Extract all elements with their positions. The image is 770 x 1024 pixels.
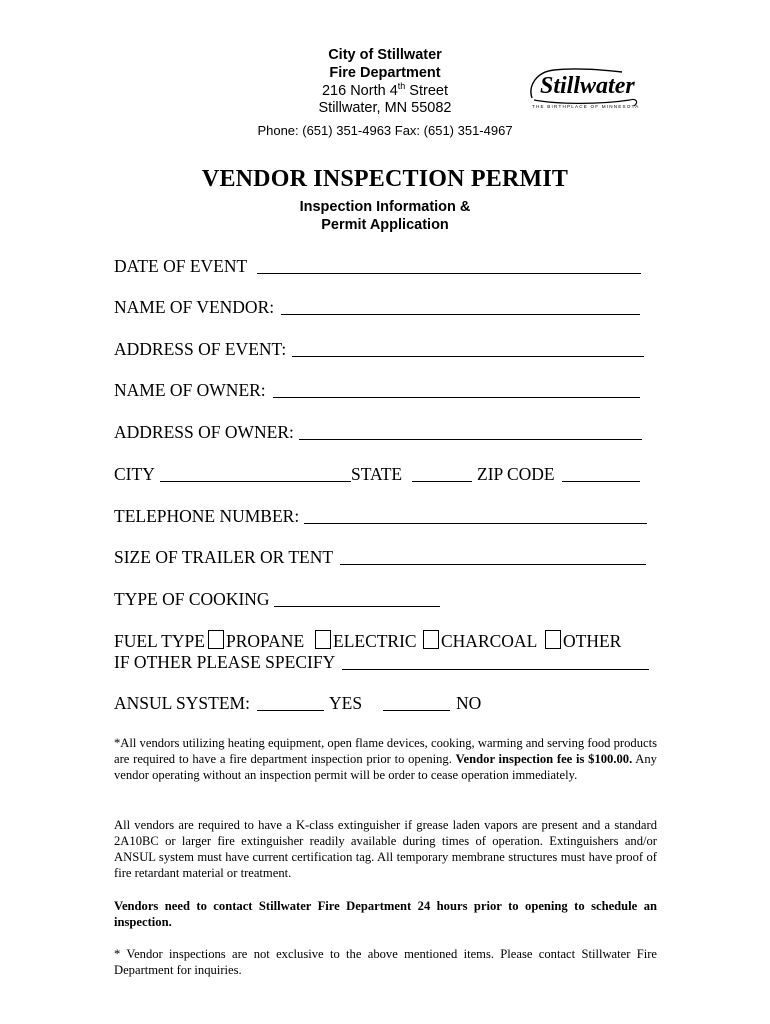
label-type-of-cooking: TYPE OF COOKING <box>114 589 270 609</box>
zip-code-field[interactable] <box>562 481 640 482</box>
label-charcoal: CHARCOAL <box>441 631 538 651</box>
size-of-trailer-field[interactable] <box>340 564 646 565</box>
label-zip-code: ZIP CODE <box>477 464 555 484</box>
subtitle-line2: Permit Application <box>321 217 449 233</box>
label-ansul-system: ANSUL SYSTEM: <box>114 693 250 713</box>
label-propane: PROPANE <box>226 631 305 651</box>
label-state: STATE <box>351 464 403 484</box>
label-name-of-vendor: NAME OF VENDOR: <box>114 297 275 317</box>
state-field[interactable] <box>412 481 472 482</box>
other-checkbox[interactable] <box>545 630 561 649</box>
address-of-event-field[interactable] <box>292 356 644 357</box>
if-other-field[interactable] <box>342 669 649 670</box>
note-vendor-fee: *All vendors utilizing heating equipment, open flame devices, cooking, warming and serving food products are required to have a fire department inspection prior to opening. Vendor inspection fee is $100.00. Any vendor operating without an inspection permit will be order to cease operation immediately. <box>114 736 657 782</box>
note-extinguishers: All vendors are required to have a K-class extinguisher if grease laden vapors are present and a standard 2A10BC or larger fire extinguisher readily available during times of operation. Extinguishers and/or ANSUL system must have current certification tag. All temporary membrane structures must have proof of fire retardant material or treatment. <box>114 818 657 880</box>
page-title: VENDOR INSPECTION PERMIT <box>201 166 569 192</box>
name-of-owner-field[interactable] <box>273 397 640 398</box>
org-name: City of Stillwater <box>328 47 442 63</box>
name-of-vendor-field[interactable] <box>281 314 640 315</box>
label-city: CITY <box>114 464 155 484</box>
label-if-other: IF OTHER PLEASE SPECIFY <box>114 652 336 672</box>
label-ansul-yes: YES <box>329 693 363 713</box>
subtitle-line1: Inspection Information & <box>299 199 471 215</box>
street-address: 216 North 4th Street <box>321 81 448 99</box>
logo-tagline: THE BIRTHPLACE OF MINNESOTA <box>532 104 640 109</box>
label-fuel-type: FUEL TYPE <box>114 631 205 651</box>
charcoal-checkbox[interactable] <box>423 630 439 649</box>
label-size-of-trailer: SIZE OF TRAILER OR TENT <box>114 547 334 567</box>
propane-checkbox[interactable] <box>208 630 224 649</box>
label-name-of-owner: NAME OF OWNER: <box>114 380 266 400</box>
electric-checkbox[interactable] <box>315 630 331 649</box>
note-inquiries: * Vendor inspections are not exclusive to the above mentioned items. Please contact Stillwater Fire Department for inquiries. <box>114 947 657 977</box>
label-electric: ELECTRIC <box>333 631 417 651</box>
stillwater-logo <box>526 60 644 112</box>
type-of-cooking-field[interactable] <box>274 606 440 607</box>
label-address-of-event: ADDRESS OF EVENT: <box>114 339 287 359</box>
department-name: Fire Department <box>329 65 441 81</box>
label-address-of-owner: ADDRESS OF OWNER: <box>114 422 294 442</box>
ansul-no-field[interactable] <box>383 710 450 711</box>
label-telephone-number: TELEPHONE NUMBER: <box>114 506 300 526</box>
ansul-yes-field[interactable] <box>257 710 324 711</box>
address-of-owner-field[interactable] <box>299 439 642 440</box>
city-state-zip: Stillwater, MN 55082 <box>318 100 452 116</box>
telephone-number-field[interactable] <box>304 523 647 524</box>
label-date-of-event: DATE OF EVENT <box>114 256 248 276</box>
logo-wordmark: Stillwater <box>540 73 635 99</box>
label-other: OTHER <box>563 631 622 651</box>
note-schedule-inspection: Vendors need to contact Stillwater Fire Department 24 hours prior to opening to schedule an inspection. <box>114 899 657 929</box>
label-ansul-no: NO <box>456 693 482 713</box>
city-field[interactable] <box>160 481 351 482</box>
date-of-event-field[interactable] <box>257 273 641 274</box>
phone-fax: Phone: (651) 351-4963 Fax: (651) 351-4967 <box>257 123 513 138</box>
